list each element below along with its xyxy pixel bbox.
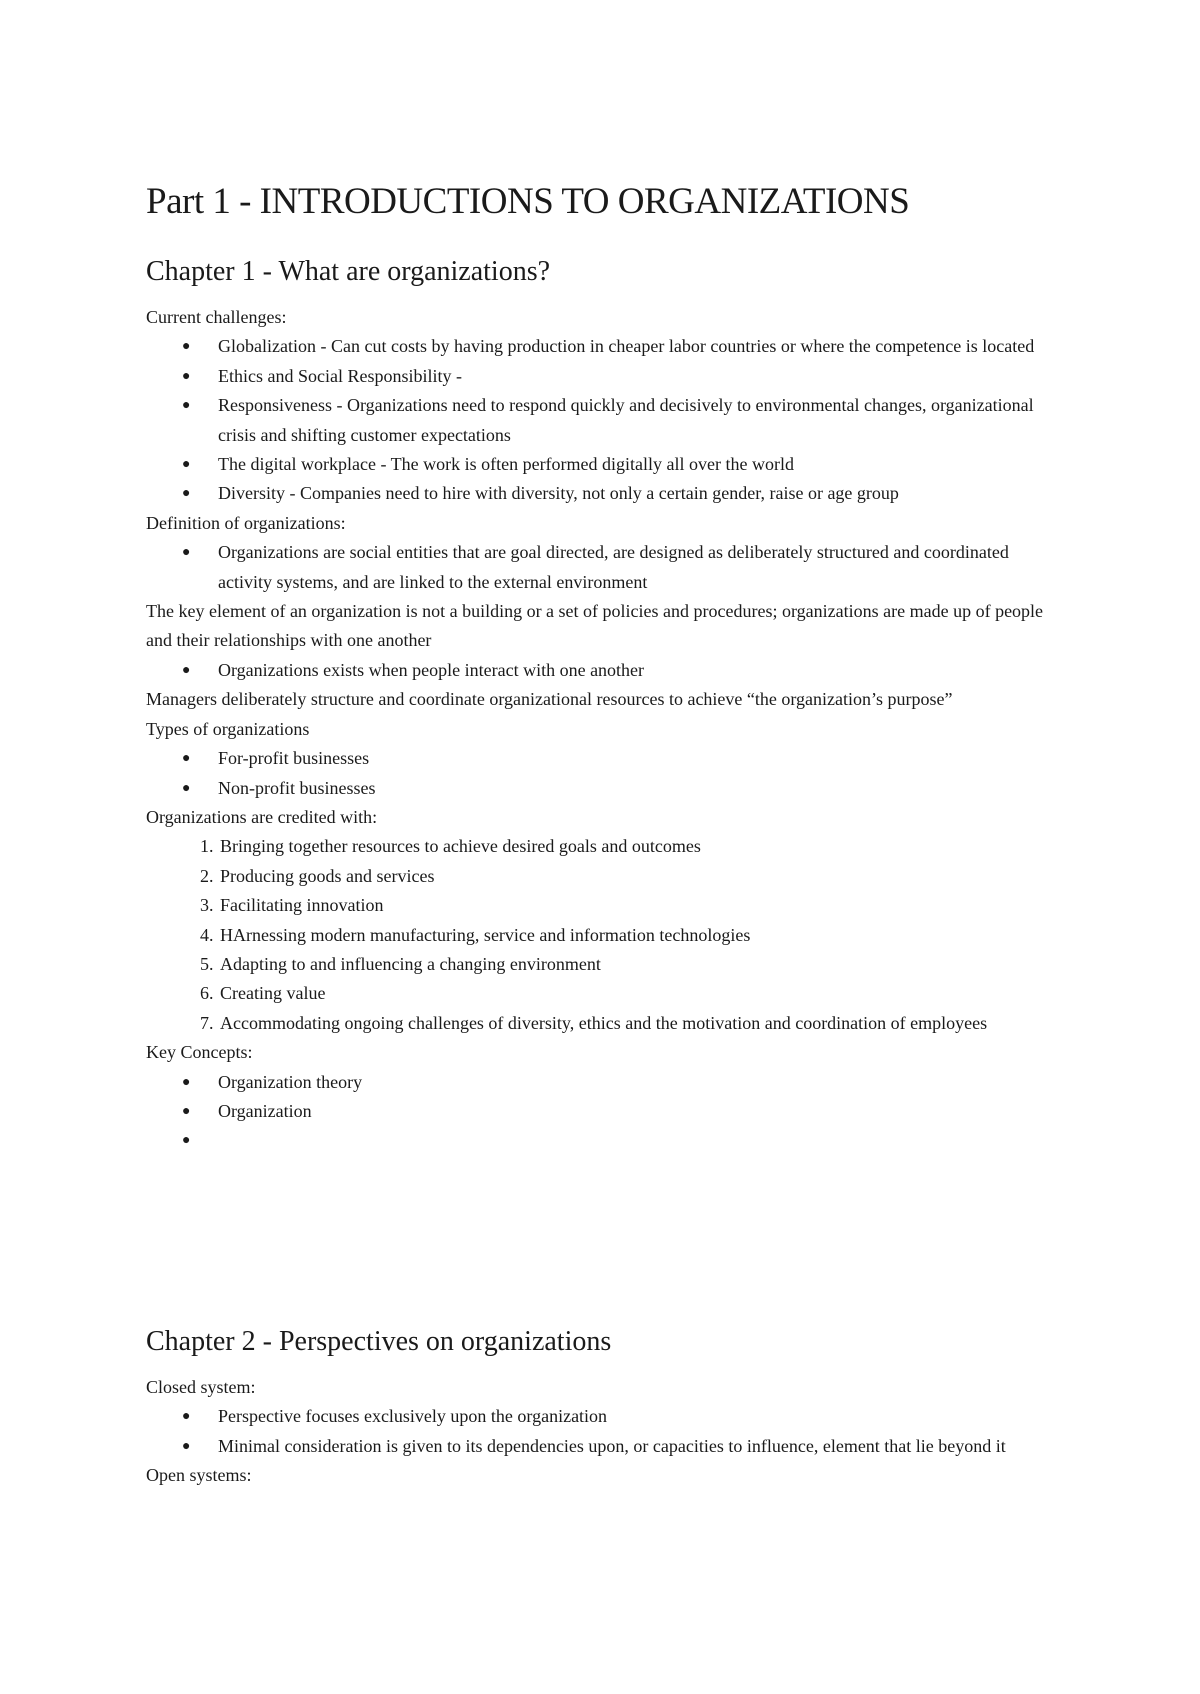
list-item: ● Minimal consideration is given to its dependencies upon, or capacities to influence, element that lie beyond it: [218, 1432, 1066, 1461]
bullet-icon: ●: [182, 486, 191, 502]
chapter-2-content: [146, 1373, 1066, 1491]
bullet-icon: ●: [182, 368, 191, 384]
list-item: 3. Facilitating innovation: [218, 891, 1066, 920]
list-item: ● Organization: [218, 1097, 1066, 1126]
managers-text: Managers deliberately structure and coordinate organizational resources to achieve “the organization’s purpose”: [146, 689, 953, 710]
key-concepts-label: Key Concepts:: [146, 1042, 253, 1063]
list-item: ● Organizations are social entities that are goal directed, are designed as deliberately structured and coordinated activity systems, and are linked to the external environment: [218, 538, 1066, 597]
closed-system-list: [146, 1402, 1066, 1461]
bullet-icon: ●: [182, 751, 191, 767]
bullet-icon: ●: [182, 662, 191, 678]
bullet-icon: ●: [182, 339, 191, 355]
credited-list: [146, 832, 1066, 1038]
bullet-icon: ●: [182, 1133, 191, 1149]
challenges-list: [146, 332, 1066, 508]
definition-label: Definition of organizations:: [146, 512, 346, 533]
types-list: [146, 744, 1066, 803]
list-item: 1. Bringing together resources to achieve desired goals and outcomes: [218, 832, 1066, 861]
bullet-icon: ●: [182, 457, 191, 473]
credited-label: Organizations are credited with:: [146, 806, 378, 827]
list-item: ● For-profit businesses: [218, 744, 1066, 773]
open-systems-label: Open systems:: [146, 1465, 252, 1486]
list-item: ● Perspective focuses exclusively upon the organization: [218, 1402, 1066, 1431]
types-label: Types of organizations: [146, 718, 310, 739]
list-item: ● Globalization - Can cut costs by having production in cheaper labor countries or where the competence is located: [218, 332, 1066, 361]
bullet-icon: ●: [182, 545, 191, 561]
bullet-icon: ●: [182, 780, 191, 796]
chapter-1-content: [146, 303, 1066, 1156]
list-item: ● The digital workplace - The work is often performed digitally all over the world: [218, 450, 1066, 479]
challenges-label: Current challenges:: [146, 307, 287, 327]
list-item: [182, 1126, 1066, 1155]
bullet-icon: ●: [182, 1409, 191, 1425]
list-item: 7. Accommodating ongoing challenges of diversity, ethics and the motivation and coordination of employees: [218, 1009, 1066, 1038]
bullet-icon: ●: [182, 1438, 191, 1454]
list-item: ● Responsiveness - Organizations need to respond quickly and decisively to environmental changes, organizational crisis and shifting customer expectations: [218, 391, 1066, 450]
list-item: ● Non-profit businesses: [218, 774, 1066, 803]
closed-system-label: Closed system:: [146, 1377, 256, 1397]
list-item: 4. HArnessing modern manufacturing, service and information technologies: [218, 921, 1066, 950]
list-item: ● Organizations exists when people interact with one another: [218, 656, 1066, 685]
chapter-1-title: Chapter 1 - What are organizations?: [146, 256, 551, 287]
key-element-list: [146, 656, 1066, 685]
part-title: Part 1 - INTRODUCTIONS TO ORGANIZATIONS: [146, 181, 910, 222]
definition-list: [146, 538, 1066, 597]
bullet-icon: ●: [182, 398, 191, 414]
list-item: 6. Creating value: [218, 979, 1066, 1008]
chapter-2-title: Chapter 2 - Perspectives on organizations: [146, 1326, 612, 1357]
list-item: 2. Producing goods and services: [218, 862, 1066, 891]
list-item: ● Diversity - Companies need to hire with diversity, not only a certain gender, raise or age group: [218, 479, 1066, 508]
list-item: 5. Adapting to and influencing a changing environment: [218, 950, 1066, 979]
bullet-icon: ●: [182, 1103, 191, 1119]
key-element-text: The key element of an organization is not a building or a set of policies and procedures; organizations are made up of people and their relationships with one another: [146, 601, 1044, 651]
list-item: ● Ethics and Social Responsibility -: [218, 362, 1066, 391]
list-item: ● Organization theory: [218, 1068, 1066, 1097]
key-concepts-list: [146, 1068, 1066, 1156]
bullet-icon: ●: [182, 1074, 191, 1090]
